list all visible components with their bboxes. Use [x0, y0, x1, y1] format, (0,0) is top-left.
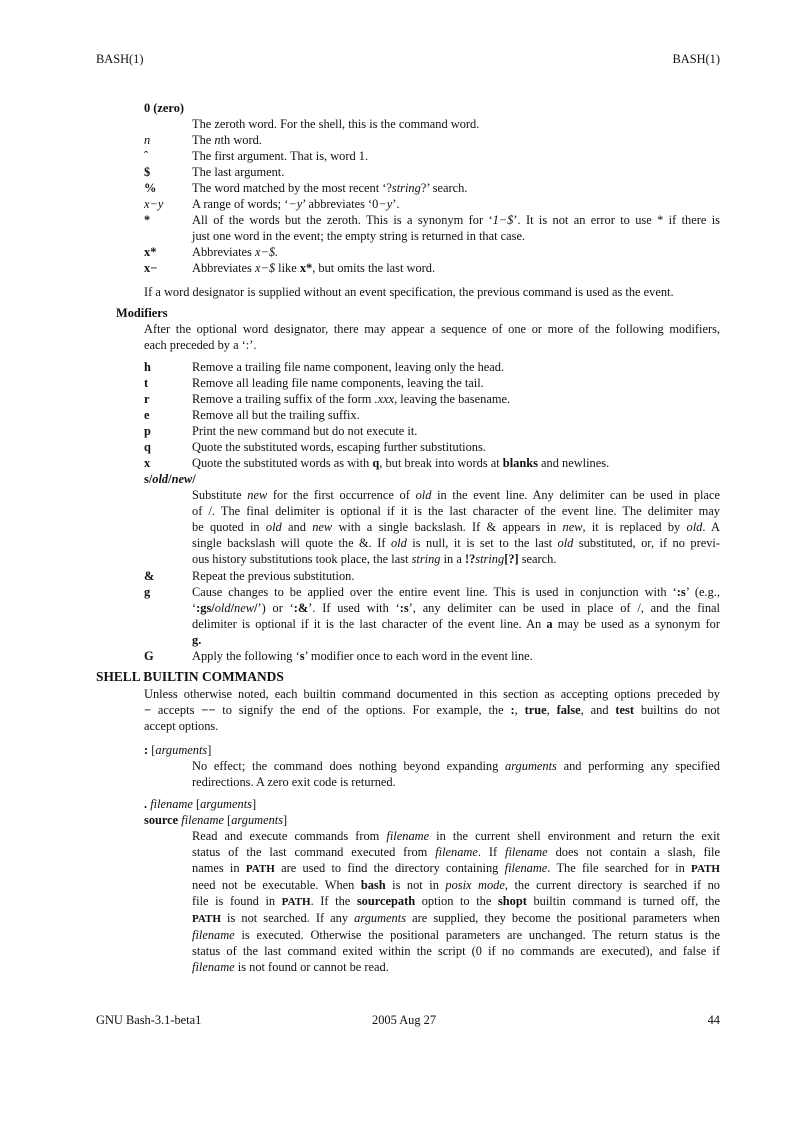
footer-page-number: 44 [707, 1013, 720, 1027]
desc-range: A range of words; ‘−y’ abbreviates ‘0−y’. [192, 197, 400, 211]
term-p: p [144, 424, 151, 438]
word-designator-note: If a word designator is supplied without an event specification, the previous command is used as the event. [144, 285, 674, 299]
term-g: g [144, 585, 151, 599]
term-amp: & [144, 569, 155, 583]
desc-g: Cause changes to be applied over the entire event line. This is used in conjunction with ‘:s’ (e.g., ‘:gs/old/new/’) or ‘:&’. If used with ‘:s’, any delimiter can be used in place of /, and the final delimiter is optional if it is the last character of the event line. An a may be used as a synonym for g. [192, 585, 720, 647]
desc-n: The nth word. [192, 133, 262, 147]
term-e: e [144, 408, 150, 422]
term-zero: 0 (zero) [144, 101, 185, 115]
term-dollar: $ [144, 165, 151, 179]
desc-q: Quote the substituted words, escaping further substitutions. [192, 440, 486, 454]
term-xdash: x− [144, 261, 158, 275]
modifiers-intro: After the optional word designator, there may appear a sequence of one or more of the following modifiers, each preceded by a ‘:’. [144, 322, 720, 352]
desc-xstar: Abbreviates x−$. [192, 245, 279, 259]
term-n: n [144, 133, 151, 147]
desc-colon: No effect; the command does nothing beyond expanding arguments and performing any specified redirections. A zero exit code is returned. [192, 759, 720, 789]
desc-s: Substitute new for the first occurrence of old in the event line. Any delimiter can be used in place of /. The final delimiter is optional if it is the last character of the event line. The delimiter may be quoted in old and new with a single backslash. If & appears in new, it is replaced by old. A single backslash will quote the &. If old is null, it is set to the last old substituted, or, if no previ- ous history substitutions took place, the last string in a !?string[?] search. [192, 488, 720, 566]
term-h: h [144, 360, 151, 374]
desc-r: Remove a trailing suffix of the form .xxx, leaving the basename. [192, 392, 511, 406]
desc-t: Remove all leading file name components, leaving the tail. [192, 376, 484, 390]
desc-percent: The word matched by the most recent ‘?string?’ search. [192, 181, 468, 195]
desc-caret: The first argument. That is, word 1. [192, 149, 369, 163]
header-right: BASH(1) [672, 52, 720, 66]
term-percent: % [144, 181, 157, 195]
term-caret: ˆ [144, 149, 149, 163]
desc-G: Apply the following ‘s’ modifier once to each word in the event line. [192, 649, 533, 663]
term-range: x−y [144, 197, 164, 211]
term-s: s/old/new/ [144, 472, 196, 486]
desc-dollar: The last argument. [192, 165, 285, 179]
builtins-heading: SHELL BUILTIN COMMANDS [96, 669, 284, 684]
desc-star: All of the words but the zeroth. This is a synonym for ‘1−$’. It is not an error to use * if there is just one word in the event; the empty string is returned in that case. [192, 213, 720, 243]
modifiers-heading: Modifiers [116, 306, 168, 320]
header-left: BASH(1) [96, 52, 144, 66]
desc-source: Read and execute commands from filename in the current shell environment and return the exit status of the last command executed from filename. If filename does not contain a slash, file names in PATH are used to find the directory containing filename. The file searched for in PATH need not be executable. When bash is not in posix mode, the current directory is searched if no file is found in PATH. If the sourcepath option to the shopt builtin command is turned off, the PATH is not searched. If any arguments are supplied, they become the positional parameters when filename is executed. Otherwise the positional parameters are unchanged. The return status is the status of the last command exited within the script (0 if no commands are executed), and false if filename is not found or cannot be read. [192, 829, 721, 974]
term-q: q [144, 440, 151, 454]
desc-p: Print the new command but do not execute it. [192, 424, 418, 438]
term-colon: : [arguments] [144, 743, 212, 757]
footer-center: 2005 Aug 27 [372, 1013, 437, 1027]
footer-left: GNU Bash-3.1-beta1 [96, 1013, 202, 1027]
desc-zero: The zeroth word. For the shell, this is the command word. [192, 117, 480, 131]
term-source: source filename [arguments] [144, 813, 288, 827]
term-G: G [144, 649, 154, 663]
term-x: x [144, 456, 151, 470]
desc-amp: Repeat the previous substitution. [192, 569, 355, 583]
desc-h: Remove a trailing file name component, leaving only the head. [192, 360, 505, 374]
desc-x: Quote the substituted words as with q, but break into words at blanks and newlines. [192, 456, 610, 470]
term-r: r [144, 392, 150, 406]
term-t: t [144, 376, 149, 390]
term-dot: . filename [arguments] [144, 797, 257, 811]
desc-e: Remove all but the trailing suffix. [192, 408, 360, 422]
term-xstar: x* [144, 245, 157, 259]
desc-xdash: Abbreviates x−$ like x*, but omits the last word. [192, 261, 436, 275]
term-star: * [144, 213, 151, 227]
builtins-intro: Unless otherwise noted, each builtin command documented in this section as accepting options preceded by − accepts −− to signify the end of the options. For example, the :, true, false, and test builtins do not accept options. [144, 687, 721, 733]
